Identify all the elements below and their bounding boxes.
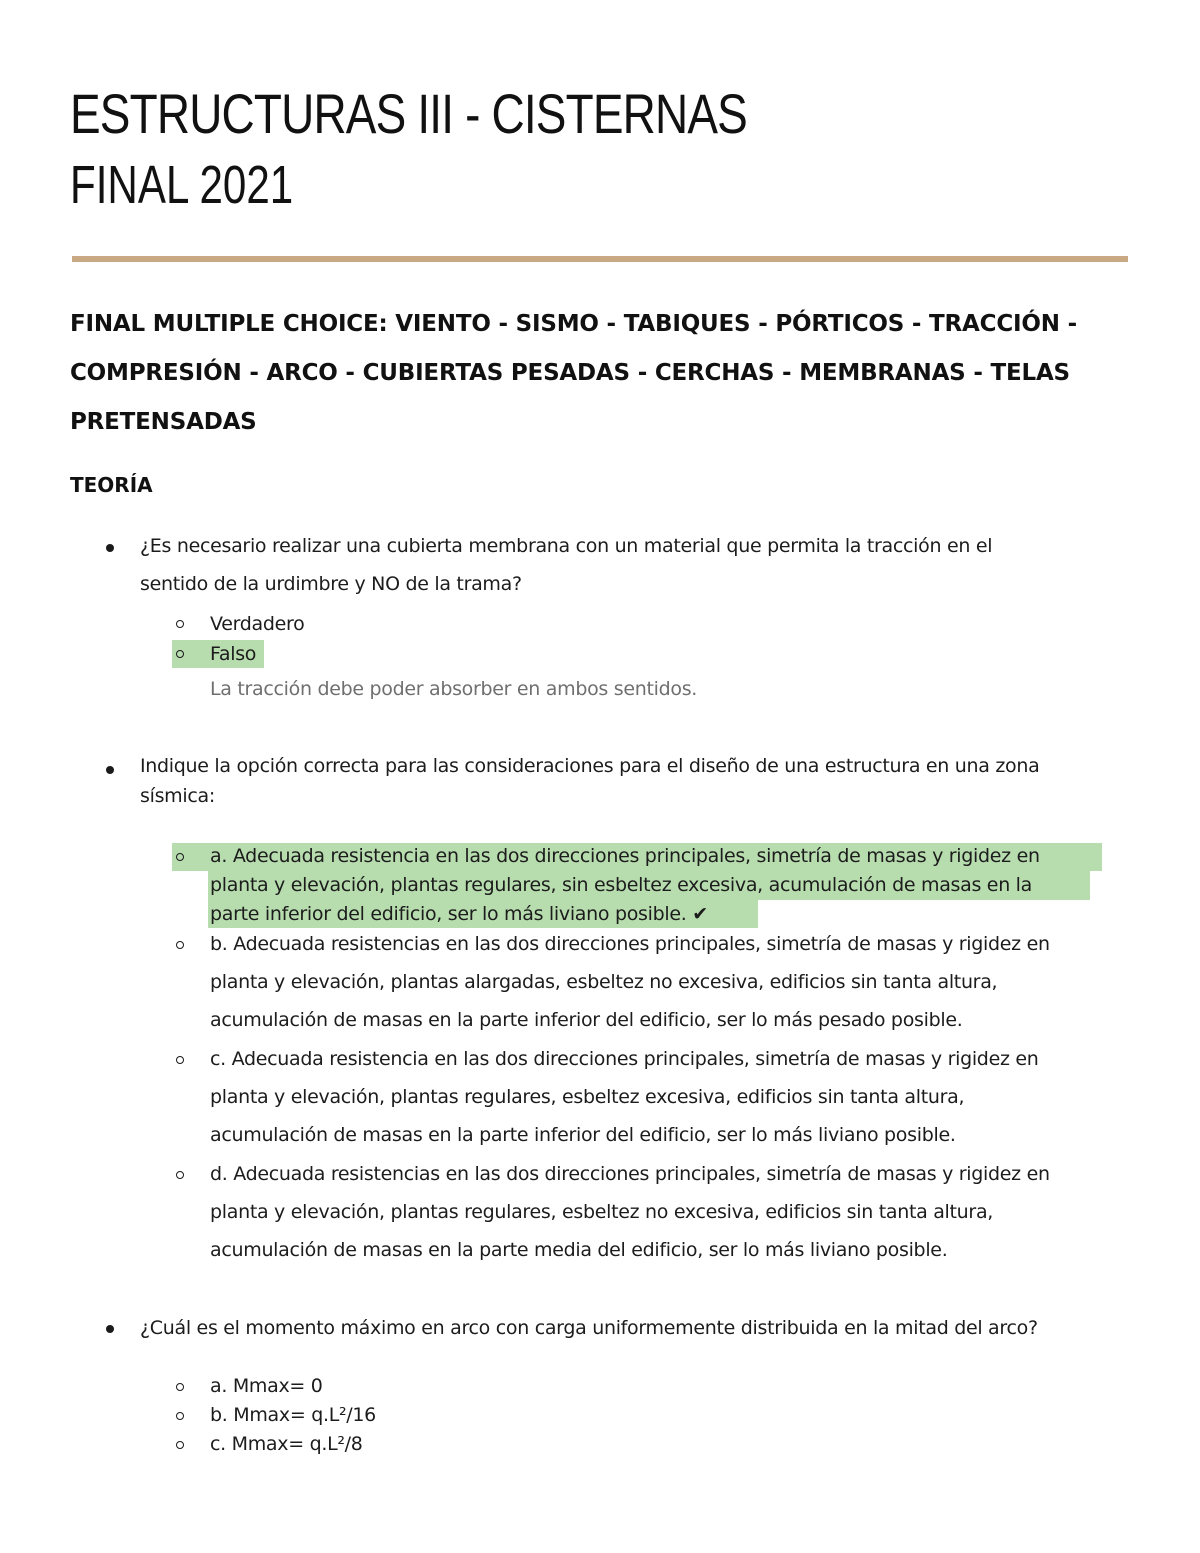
document-title: ESTRUCTURAS III - CISTERNAS: [70, 82, 747, 145]
question-3-line-1: ¿Cuál es el momento máximo en arco con carga uniformemente distribuida en la mitad del arco?: [140, 1317, 1038, 1339]
option-a-line-3: parte inferior del edificio, ser lo más liviano posible. ✔: [210, 903, 708, 925]
option-d-line-2: planta y elevación, plantas regulares, esbeltez no excesiva, edificios sin tanta altura,: [210, 1201, 994, 1223]
question-1-option-a: Verdadero: [210, 613, 305, 635]
circle-bullet-icon: [176, 1171, 184, 1179]
circle-bullet-icon: [176, 620, 184, 628]
circle-bullet-icon: [176, 1412, 184, 1420]
question-2-option-c: [210, 1040, 1130, 1154]
option-c-line-1: c. Adecuada resistencia en las dos direcciones principales, simetría de masas y rigidez en: [210, 1048, 1039, 1070]
question-3-option-c: c. Mmax= q.L²/8: [210, 1433, 363, 1455]
question-2-line-2: sísmica:: [140, 785, 215, 807]
question-1: [140, 527, 1130, 603]
bullet-icon: [106, 766, 114, 774]
circle-bullet-icon: [176, 1383, 184, 1391]
circle-bullet-icon: [176, 650, 184, 658]
circle-bullet-icon: [176, 1441, 184, 1449]
document-subtitle: FINAL 2021: [70, 155, 294, 215]
topics-heading-line-3: PRETENSADAS: [70, 409, 257, 435]
bullet-icon: [106, 1325, 114, 1333]
option-b-line-1: b. Adecuada resistencias en las dos direcciones principales, simetría de masas y rigidez en: [210, 933, 1050, 955]
circle-bullet-icon: [176, 1056, 184, 1064]
option-d-line-1: d. Adecuada resistencias en las dos direcciones principales, simetría de masas y rigidez en: [210, 1163, 1050, 1185]
question-3-option-a: a. Mmax= 0: [210, 1375, 323, 1397]
option-b-line-3: acumulación de masas en la parte inferior del edificio, ser lo más pesado posible.: [210, 1009, 963, 1031]
topics-heading-line-2: COMPRESIÓN - ARCO - CUBIERTAS PESADAS - CERCHAS - MEMBRANAS - TELAS: [70, 360, 1070, 386]
option-d-line-3: acumulación de masas en la parte media del edificio, ser lo más liviano posible.: [210, 1239, 948, 1261]
title-divider: [72, 256, 1128, 262]
question-2-option-d: [210, 1155, 1130, 1269]
circle-bullet-icon: [176, 941, 184, 949]
question-1-line-1: ¿Es necesario realizar una cubierta membrana con un material que permita la tracción en el: [140, 535, 993, 557]
option-c-line-2: planta y elevación, plantas regulares, esbeltez excesiva, edificios sin tanta altura,: [210, 1086, 965, 1108]
question-2: [140, 751, 1130, 811]
topics-heading-line-1: FINAL MULTIPLE CHOICE: VIENTO - SISMO - TABIQUES - PÓRTICOS - TRACCIÓN -: [70, 311, 1077, 337]
option-c-line-3: acumulación de masas en la parte inferior del edificio, ser lo más liviano posible.: [210, 1124, 956, 1146]
option-b-line-2: planta y elevación, plantas alargadas, esbeltez no excesiva, edificios sin tanta altura,: [210, 971, 998, 993]
question-3: [140, 1309, 1130, 1347]
question-2-option-b: [210, 925, 1130, 1039]
section-heading: TEORÍA: [70, 473, 153, 497]
question-3-option-b: b. Mmax= q.L²/16: [210, 1404, 376, 1426]
question-2-line-1: Indique la opción correcta para las consideraciones para el diseño de una estructura en una zona: [140, 755, 1040, 777]
option-a-line-2: planta y elevación, plantas regulares, sin esbeltez excesiva, acumulación de masas en la: [210, 874, 1033, 896]
circle-bullet-icon: [176, 853, 184, 861]
answer-note: La tracción debe poder absorber en ambos sentidos.: [210, 678, 698, 700]
question-2-option-a: [210, 842, 1130, 929]
option-a-line-1: a. Adecuada resistencia en las dos direcciones principales, simetría de masas y rigidez en: [210, 845, 1040, 867]
topics-heading: [70, 300, 1150, 447]
bullet-icon: [106, 544, 114, 552]
question-1-line-2: sentido de la urdimbre y NO de la trama?: [140, 573, 522, 595]
question-1-option-b: Falso: [210, 643, 257, 665]
